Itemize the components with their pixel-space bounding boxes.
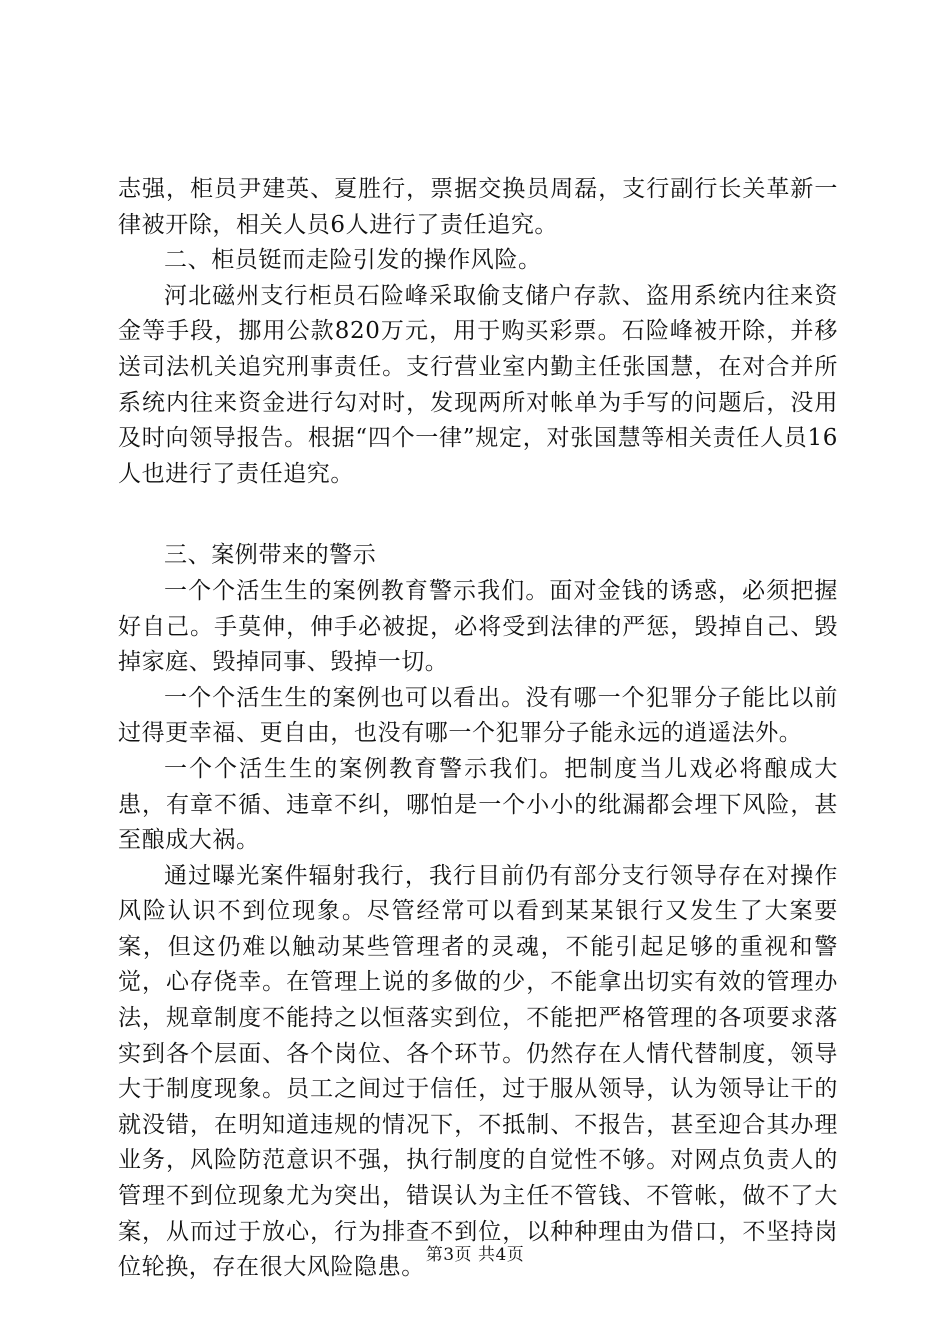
section-heading-3: 三、案例带来的警示 (164, 542, 377, 569)
page-number-footer: 第3页 共4页 (425, 1245, 525, 1265)
section-heading-2: 二、柜员铤而走险引发的操作风险。 (164, 247, 542, 274)
paragraph-warning-2: 一个个活生生的案例也可以看出。没有哪一个犯罪分子能比以前过得更幸福、更自由，也没有哪一个犯罪分子能永远的逍遥法外。 (118, 684, 838, 747)
blank-line (118, 492, 838, 538)
paragraph-warning-1: 一个个活生生的案例教育警示我们。面对金钱的诱惑，必须把握好自己。手莫伸，伸手必被捉，必将受到法律的严惩，毁掉自己、毁掉家庭、毁掉同事、毁掉一切。 (118, 577, 838, 676)
document-body (118, 172, 838, 1286)
paragraph-continuation: 志强，柜员尹建英、夏胜行，票据交换员周磊，支行副行长关革新一律被开除，相关人员6人进行了责任追究。 (118, 176, 838, 238)
paragraph-analysis: 通过曝光案件辐射我行，我行目前仍有部分支行领导存在对操作风险认识不到位现象。尽管经常可以看到某某银行又发生了大案要案，但这仍难以触动某些管理者的灵魂，不能引起足够的重视和警觉，心存侥幸。在管理上说的多做的少，不能拿出切实有效的管理办法，规章制度不能持之以恒落实到位，不能把严格管理的各项要求落实到各个层面、各个岗位、各个环节。仍然存在人情代替制度，领导大于制度现象。员工之间过于信任，过于服从领导，认为领导让干的就没错，在明知道违规的情况下，不抵制、不报告，甚至迎合其办理业务，风险防范意识不强，执行制度的自觉性不够。对网点负责人的管理不到位现象尤为突出，错误认为主任不管钱、不管帐，做不了大案，从而过于放心，行为排查不到位，以种种理由为借口，不坚持岗位轮换，存在很大风险隐患。 (118, 862, 838, 1281)
paragraph-case-2: 河北磁州支行柜员石险峰采取偷支储户存款、盗用系统内往来资金等手段，挪用公款820万元，用于购买彩票。石险峰被开除，并移送司法机关追究刑事责任。支行营业室内勤主任张国慧，在对合并所系统内往来资金进行勾对时，发现两所对帐单为手写的问题后，没用及时向领导报告。根据“四个一律”规定，对张国慧等相关责任人员16人也进行了责任追究。 (118, 282, 838, 487)
paragraph-warning-3: 一个个活生生的案例教育警示我们。把制度当儿戏必将酿成大患，有章不循、违章不纠，哪怕是一个小小的纰漏都会埋下风险，甚至酿成大祸。 (118, 755, 838, 854)
